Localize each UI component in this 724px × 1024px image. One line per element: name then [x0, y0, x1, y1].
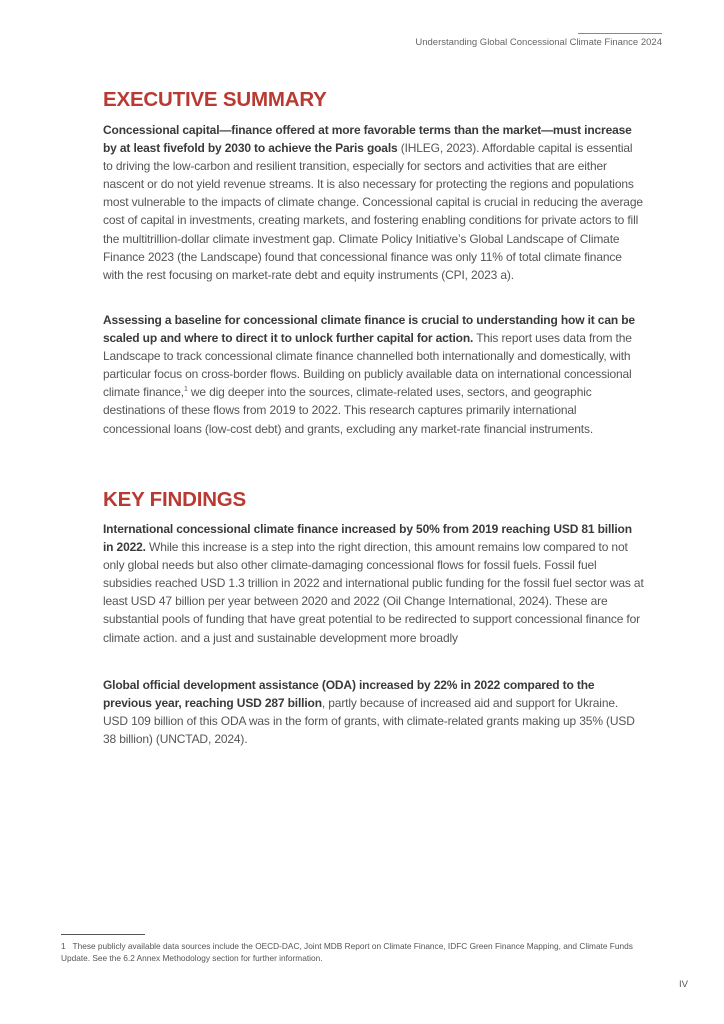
footnote-reference[interactable]: 1	[183, 386, 188, 394]
heading-executive-summary: EXECUTIVE SUMMARY	[103, 88, 327, 111]
footnote-text: These publicly available data sources include the OECD-DAC, Joint MDB Report on Climate Finance, IDFC Green Finance Mapping, and Climate Funds Update. See the 6.2 Annex Methodology section for further information.	[61, 941, 633, 963]
lead-sentence: International concessional climate finance increased by 50% from 2019 reaching USD 81 billion in 2022.	[103, 522, 632, 555]
footnote	[61, 940, 661, 964]
header-rule	[578, 33, 662, 34]
lead-sentence: Concessional capital—finance offered at more favorable terms than the market—must increase by at least fivefold by 2030 to achieve the Paris goals	[103, 123, 632, 156]
lead-sentence: Assessing a baseline for concessional climate finance is crucial to understanding how it can be scaled up and where to direct it to unlock further capital for action.	[103, 313, 635, 346]
footnote-rule	[61, 934, 145, 935]
heading-key-findings: KEY FINDINGS	[103, 488, 247, 511]
paragraph-international-finance	[103, 520, 645, 647]
body-text: This report uses data from the Landscape to track concessional climate finance channelled both internationally and domestically, with particular focus on cross-border flows. Building on publicly available data on international concessional climate finance,	[103, 331, 632, 400]
paragraph-concessional-capital	[103, 121, 645, 284]
body-text: While this increase is a step into the right direction, this amount remains low compared to not only global needs but also other climate-damaging concessional flows for fossil fuels. Fossil fuel subsidies reached USD 1.3 trillion in 2022 and international public funding for the fossil fuel sector was at least USD 47 billion per year between 2020 and 2022 (Oil Change International, 2024). These are substantial pools of funding that have great potential to be redirected to support concessional finance for climate action. and a just and sustainable development more broadly	[103, 540, 644, 645]
body-text: we dig deeper into the sources, climate-related uses, sectors, and geographic destinations of these flows from 2019 to 2022. This research captures primarily international concessional loans (low-cost debt) and grants, excluding any market-rate financial instruments.	[103, 385, 593, 436]
running-header: Understanding Global Concessional Climate Finance 2024	[415, 37, 662, 48]
page-number: IV	[679, 979, 688, 990]
paragraph-oda	[103, 676, 645, 748]
body-text: (IHLEG, 2023). Affordable capital is essential to driving the low-carbon and resilient transition, especially for sectors and activities that are either nascent or do not yield revenue streams. It is also necessary for protecting the regions and populations most vulnerable to the impacts of climate change. Concessional capital is crucial in reducing the average cost of capital in investments, creating markets, and fostering enabling conditions for private actors to fill the multitrillion-dollar climate investment gap. Climate Policy Initiative’s Global Landscape of Climate Finance 2023 (the Landscape) found that concessional finance was only 11% of total climate finance with the rest focusing on market-rate debt and equity instruments (CPI, 2023 a).	[103, 141, 643, 282]
body-text: , partly because of increased aid and support for Ukraine. USD 109 billion of this ODA was in the form of grants, with climate-related grants making up 35% (USD 38 billion) (UNCTAD, 2024).	[103, 696, 635, 747]
lead-sentence: Global official development assistance (ODA) increased by 22% in 2022 compared to the previous year, reaching USD 287 billion	[103, 678, 595, 711]
paragraph-baseline	[103, 311, 645, 438]
footnote-number: 1	[61, 941, 66, 951]
